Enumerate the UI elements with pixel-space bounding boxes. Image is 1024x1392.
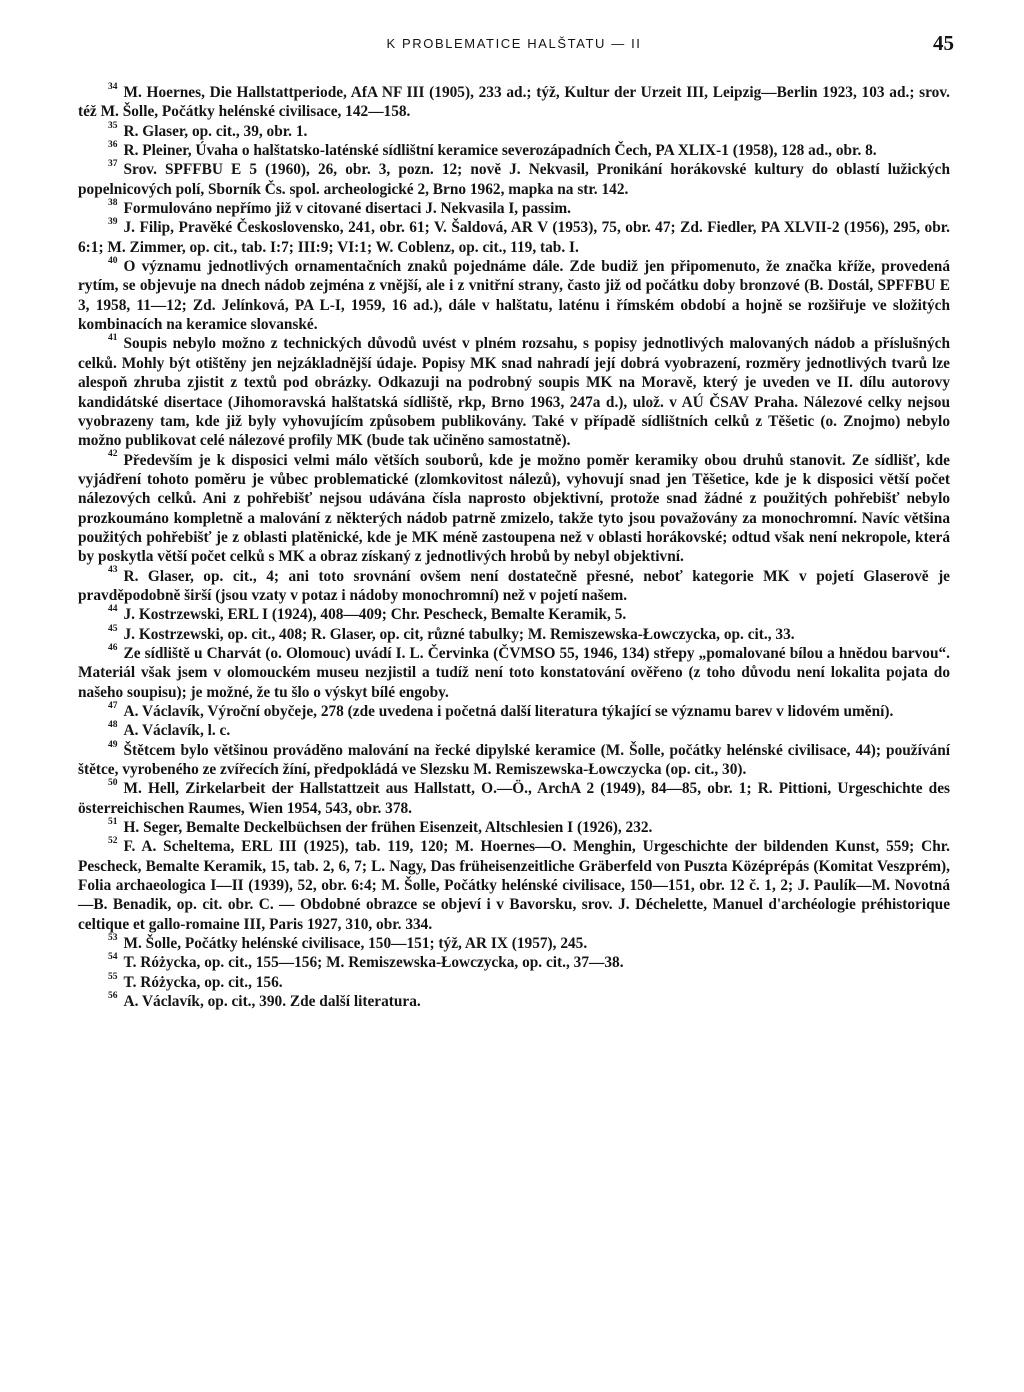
footnote-55	[78, 973, 950, 992]
footnote-number: 56	[108, 991, 118, 1002]
footnote-56	[78, 992, 950, 1011]
footnote-text: T. Różycka, op. cit., 155—156; M. Remiszewska-Łowczycka, op. cit., 37—38.	[123, 954, 624, 972]
footnote-number: 35	[108, 120, 118, 131]
footnote-text: M. Hoernes, Die Hallstattperiode, AfA NF III (1905), 233 ad.; týž, Kultur der Urzeit III, Leipzig—Berlin 1923, 103 ad.; srov. též M. Šolle, Počátky helénské civilisace, 142—158.	[78, 84, 950, 121]
footnote-53	[78, 934, 950, 953]
page-number: 45	[933, 31, 954, 55]
footnote-number: 54	[108, 952, 118, 963]
footnote-number: 55	[108, 971, 118, 982]
footnote-number: 47	[108, 700, 118, 711]
footnote-text: Soupis nebylo možno z technických důvodů uvést v plném rozsahu, s popisy jednotlivých malovaných nádob a příslušných celků. Mohly být otištěny jen nejzákladnější údaje. Popisy MK snad nahradí její dobrá vyobrazení, rozměry jednotlivých tvarů lze alespoň zhruba zjistit z textů pod obrázky. Odkazuji na podrobný soupis MK na Moravě, který je uveden ve II. dílu autorovy kandidátské disertace (Jihomoravská halštatská sídliště, rkp, Brno 1963, 247a d.), ulož. v AÚ ČSAV Praha. Nálezové celky nejsou vyobrazeny tam, kde již byly vyhovujícím způsobem publikovány. Také v případě sídlištních celků z Těšetic (o. Znojmo) nebylo možno publikovat celé nálezové profily MK (bude tak učiněno samostatně).	[78, 335, 950, 450]
footnote-number: 52	[108, 836, 118, 847]
footnote-text: R. Glaser, op. cit., 4; ani toto srovnání ovšem není dostatečně přesné, neboť kategorie MK v pojetí Glaserově je pravděpodobně širší (jsou vzaty v potaz i nádoby monochromní) než v pojetí našem.	[78, 567, 950, 604]
footnote-text: J. Kostrzewski, ERL I (1924), 408—409; Chr. Pescheck, Bemalte Keramik, 5.	[123, 606, 627, 624]
footnote-number: 43	[108, 565, 118, 576]
footnote-text: A. Václavík, l. c.	[123, 722, 231, 740]
footnote-number: 42	[108, 449, 118, 460]
footnote-35	[78, 122, 950, 141]
footnote-44	[78, 605, 950, 624]
footnote-37	[78, 160, 950, 199]
footnote-42	[78, 451, 950, 567]
footnote-39	[78, 218, 950, 257]
footnote-text: T. Różycka, op. cit., 156.	[123, 973, 283, 991]
footnote-number: 39	[108, 217, 118, 228]
footnote-number: 53	[108, 933, 118, 944]
footnote-text: O významu jednotlivých ornamentačních znaků pojednáme dále. Zde budiž jen připomenuto, že značka kříže, provedená rytím, se objevuje na dnech nádob zejména z vnější, ale i z vnitřní strany, často již od počátku doby bronzové (B. Dostál, SPFFBU E 3, 1958, 11—12; Zd. Jelínková, PA L-I, 1959, 16 ad.), dále v halštatu, laténu i římském období a hojně se rozšiřuje ve složitých kombinacích na keramice slovanské.	[78, 258, 950, 334]
footnote-number: 40	[108, 255, 118, 266]
footnote-text: R. Glaser, op. cit., 39, obr. 1.	[123, 122, 308, 140]
footnote-number: 44	[108, 604, 118, 615]
running-title: K PROBLEMATICE HALŠTATU — II	[386, 36, 642, 51]
footnote-number: 49	[108, 739, 118, 750]
footnote-number: 36	[108, 139, 118, 150]
footnote-number: 37	[108, 159, 118, 170]
footnote-51	[78, 818, 950, 837]
footnote-text: M. Hell, Zirkelarbeit der Hallstattzeit aus Hallstatt, O.—Ö., ArchA 2 (1949), 84—85, obr. 1; R. Pittioni, Urgeschichte des österreichischen Raumes, Wien 1954, 543, obr. 378.	[78, 780, 950, 817]
footnote-text: R. Pleiner, Úvaha o halštatsko-laténské sídlištní keramice severozápadních Čech, PA XLIX-1 (1958), 128 ad., obr. 8.	[123, 142, 877, 160]
footnote-50	[78, 779, 950, 818]
footnote-number: 48	[108, 720, 118, 731]
footnote-number: 41	[108, 333, 118, 344]
footnote-36	[78, 141, 950, 160]
footnote-48	[78, 721, 950, 740]
footnote-43	[78, 567, 950, 606]
footnote-46	[78, 644, 950, 702]
footnote-34	[78, 83, 950, 122]
footnote-text: J. Kostrzewski, op. cit., 408; R. Glaser, op. cit, různé tabulky; M. Remiszewska-Łowczycka, op. cit., 33.	[123, 625, 795, 643]
footnote-text: Především je k disposici velmi málo větších souborů, kde je možno poměr keramiky obou druhů stanovit. Ze sídlišť, kde vyjádření tohoto poměru je vůbec problematické (zlomkovitost nálezů), vyhovují snad jen Těšetice, kde je k disposici větší počet nálezových celků. Ani z pohřebišť nejsou udávána čísla naprosto objektivní, protože snad žádné z použitých pohřebišť nebylo prozkoumáno kompletně a malování z některých nádob patrně zmizelo, takže tyto jsou považovány za monochromní. Navíc většina použitých pohřebišť je z oblasti platěnické, kde je MK méně zastoupena než v oblasti horákovské; odtud však není nekropole, která by poskytla větší počet celků s MK a obraz získaný z jednotlivých hrobů by nebyl objektivní.	[78, 451, 950, 566]
footnote-number: 46	[108, 642, 118, 653]
footnote-number: 34	[108, 81, 118, 92]
footnote-41	[78, 334, 950, 450]
footnote-text: H. Seger, Bemalte Deckelbüchsen der frühen Eisenzeit, Altschlesien I (1926), 232.	[123, 819, 653, 837]
footnote-text: Ze sídliště u Charvát (o. Olomouc) uvádí I. L. Červinka (ČVMSO 55, 1946, 134) střepy „pomalované bílou a hnědou barvou“. Materiál však jsem v olomouckém museu nezjistil a tudíž není toto konstatování ověřeno (z toho důvodu není lokalita pojata do našeho soupisu); je možné, že tu šlo o výskyt bílé engoby.	[78, 644, 950, 701]
footnote-number: 50	[108, 778, 118, 789]
footnote-49	[78, 741, 950, 780]
footnote-text: F. A. Scheltema, ERL III (1925), tab. 119, 120; M. Hoernes—O. Menghin, Urgeschichte der bildenden Kunst, 559; Chr. Pescheck, Bemalte Keramik, 15, tab. 2, 6, 7; L. Nagy, Das früheisenzeitliche Gräberfeld von Puszta Középrépás (Komitat Veszprém), Folia archaeologica I—II (1939), 52, obr. 6:4; M. Šolle, Počátky helénské civilisace, 150—151, obr. 12 č. 1, 2; J. Paulík—M. Novotná—B. Benadik, op. cit. obr. C. — Obdobné obrazce se objeví i v Bavorsku, srov. J. Déchelette, Manuel d'archéologie préhistorique celtique et gallo-romaine III, Paris 1927, 310, obr. 334.	[78, 838, 950, 933]
footnote-text: Srov. SPFFBU E 5 (1960), 26, obr. 3, pozn. 12; nově J. Nekvasil, Pronikání horákovské kultury do oblastí lužických popelnicových polí, Sborník Čs. spol. archeologické 2, Brno 1962, mapka na str. 142.	[78, 161, 950, 198]
footnote-52	[78, 837, 950, 934]
footnote-text: Formulováno nepřímo již v citované disertaci J. Nekvasila I, passim.	[123, 200, 572, 218]
footnote-38	[78, 199, 950, 218]
footnote-text: A. Václavík, op. cit., 390. Zde další literatura.	[123, 993, 421, 1011]
running-header	[70, 31, 958, 58]
footnote-text: J. Filip, Pravěké Československo, 241, obr. 61; V. Šaldová, AR V (1953), 75, obr. 47; Zd. Fiedler, PA XLVII-2 (1956), 295, obr. 6:1; M. Zimmer, op. cit., tab. I:7; III:9; VI:1; W. Coblenz, op. cit., 119, tab. I.	[78, 219, 950, 256]
footnotes-section	[78, 83, 950, 1012]
footnote-number: 51	[108, 816, 118, 827]
footnote-47	[78, 702, 950, 721]
footnote-40	[78, 257, 950, 334]
footnote-54	[78, 953, 950, 972]
footnote-45	[78, 625, 950, 644]
footnote-number: 38	[108, 197, 118, 208]
footnote-text: M. Šolle, Počátky helénské civilisace, 150—151; týž, AR IX (1957), 245.	[123, 935, 588, 953]
footnote-text: Štětcem bylo většinou prováděno malování na řecké dipylské keramice (M. Šolle, počátky helénské civilisace, 44); používání štětce, vyrobeného ze zvířecích žíní, předpokládá ve Slezsku M. Remiszewska-Łowczycka (op. cit., 30).	[78, 741, 950, 779]
footnote-text: A. Václavík, Výroční obyčeje, 278 (zde uvedena i početná další literatura týkající se významu barev v lidovém umění).	[123, 703, 894, 720]
footnote-number: 45	[108, 623, 118, 634]
